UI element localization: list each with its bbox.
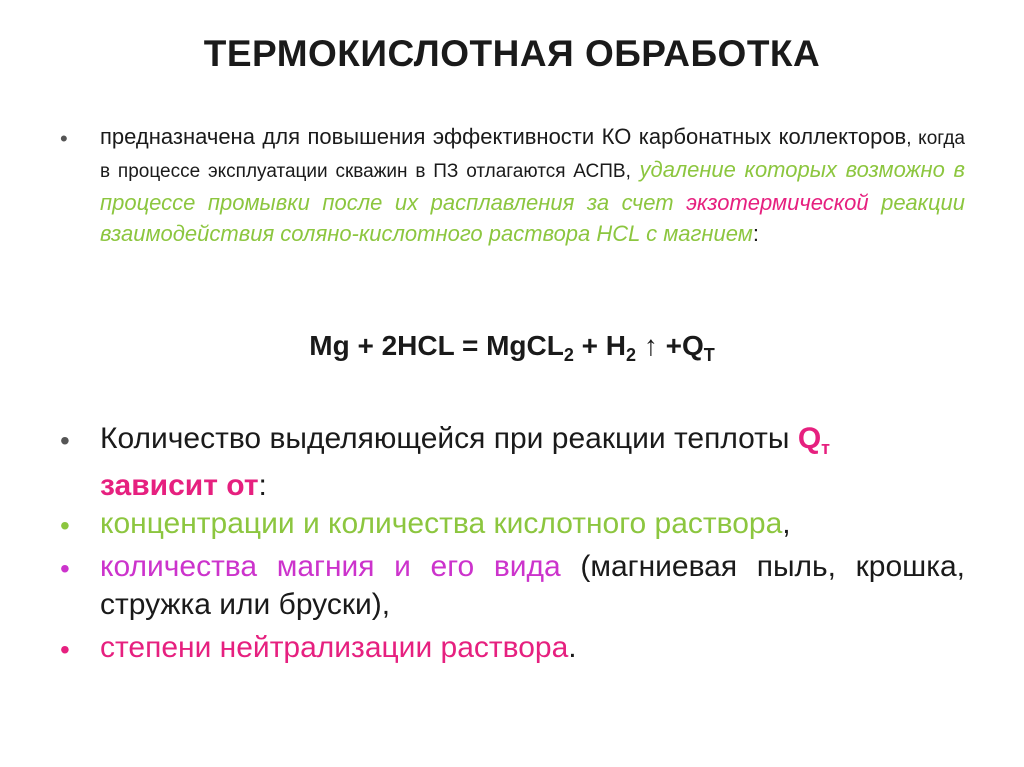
formula-part1: Mg + 2HCL = MgCL xyxy=(309,330,564,361)
removal-text: удаление которых возможно в процессе промывки после их расплавления за счет xyxy=(100,157,965,215)
comma: , xyxy=(782,507,791,540)
condition-text: , когда в процессе эксплуатации скважин в ПЗ отлагаются АСПВ, xyxy=(100,128,965,182)
bullet-item-magnesium xyxy=(60,548,965,624)
reaction-text: реакции взаимодействия соляно-кислотного раствора HCL с магнием xyxy=(100,190,966,246)
bullet-item-concentration xyxy=(60,505,965,543)
period: . xyxy=(568,631,577,664)
bullet-marker: • xyxy=(60,634,70,665)
bullet-text xyxy=(100,121,965,249)
formula-sub2: 2 xyxy=(626,345,637,365)
formula-part3: ↑ +Q xyxy=(636,330,704,361)
slide-title: ТЕРМОКИСЛОТНАЯ ОБРАБОТКА xyxy=(203,33,821,74)
magnesium-detail: (магниевая пыль, крошка, стружка или бруски), xyxy=(100,550,965,621)
bullet-item-purpose xyxy=(60,121,965,249)
chemical-formula xyxy=(0,330,1024,366)
purpose-text: предназначена для повышения эффективности КО карбонатных коллекторов xyxy=(100,124,907,149)
bullet-marker: • xyxy=(60,553,70,584)
magnesium-text: количества магния и его вида xyxy=(100,550,561,583)
bullet-marker: • xyxy=(60,510,70,541)
colon: : xyxy=(752,221,759,246)
formula-sub1: 2 xyxy=(563,345,574,365)
bullet-item-neutralization xyxy=(60,629,965,667)
bullet-text xyxy=(100,420,965,505)
formula-part2: + H xyxy=(573,330,627,361)
heat-text: Количество выделяющейся при реакции теплоты xyxy=(100,422,798,455)
bullet-text xyxy=(100,505,965,543)
concentration-text: концентрации и количества кислотного раствора xyxy=(100,507,783,540)
bullet-text xyxy=(100,548,965,624)
bullet-marker: • xyxy=(60,425,70,456)
exothermic-text: экзотермической xyxy=(686,190,869,215)
q-symbol: $Q_т$ xyxy=(797,422,830,458)
formula-sub3: T xyxy=(703,345,715,365)
bullet-marker: • xyxy=(60,126,68,151)
colon: : xyxy=(258,469,267,502)
neutralization-text: степени нейтрализации раствора xyxy=(100,631,569,664)
bullet-text xyxy=(100,629,965,667)
depends-text: зависит от xyxy=(100,469,259,502)
bullet-item-heat xyxy=(60,420,965,505)
